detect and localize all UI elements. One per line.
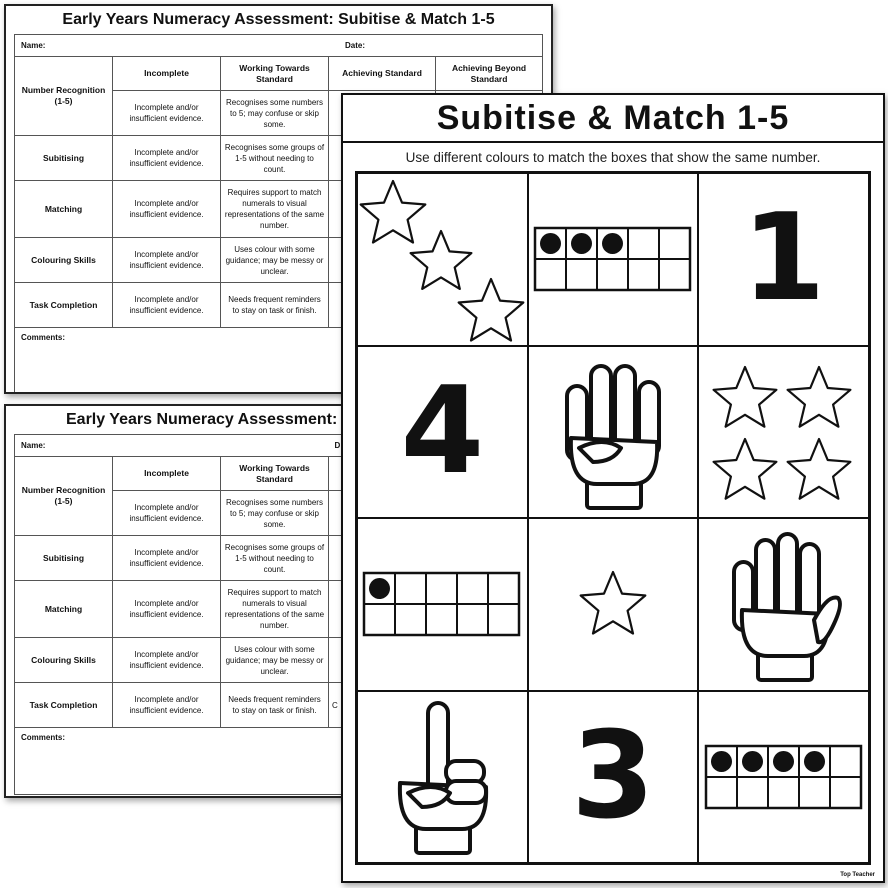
match-box-4[interactable] <box>357 346 528 519</box>
cell-working: Recognises some groups of 1-5 without needing to count. <box>221 136 329 181</box>
hand-icon <box>734 534 840 680</box>
criterion-task-completion: Task Completion <box>15 683 113 728</box>
cell-incomplete: Incomplete and/or insufficient evidence. <box>113 238 221 283</box>
criterion-matching: Matching <box>15 181 113 238</box>
star-icon <box>713 367 776 427</box>
brand-label: Top Teacher <box>840 872 875 878</box>
cell-incomplete: Incomplete and/or insufficient evidence. <box>113 283 221 328</box>
cell-working: Needs frequent reminders to stay on task or finish. <box>221 283 329 328</box>
hand-icon <box>400 703 486 853</box>
cell-working: Requires support to match numerals to visual representations of the same number. <box>221 181 329 238</box>
name-label: Name: <box>21 441 46 450</box>
star-icon <box>713 439 776 499</box>
numeral: 3 <box>571 706 655 846</box>
numeral: 4 <box>400 361 485 501</box>
date-label-cropped: D <box>334 441 341 450</box>
cell-working: Uses colour with some guidance; may be messy or unclear. <box>221 238 329 283</box>
criterion-task-completion: Task Completion <box>15 283 113 328</box>
cell-incomplete: Incomplete and/or insufficient evidence. <box>113 536 221 581</box>
ten-frame <box>704 743 864 811</box>
criterion-subitising: Subitising <box>15 136 113 181</box>
counter-dot <box>540 233 561 254</box>
name-label: Name: <box>21 41 46 50</box>
counter-dot <box>711 751 732 772</box>
star-icon <box>787 439 850 499</box>
stars-group <box>701 348 867 516</box>
worksheet-instruction: Use different colours to match the boxes that show the same number. <box>405 150 821 165</box>
match-box-10[interactable] <box>357 691 528 864</box>
hand-icon <box>567 366 659 508</box>
numeral: 1 <box>741 189 826 329</box>
cell-working: Requires support to match numerals to visual representations of the same number. <box>221 581 329 638</box>
criterion-number-recognition: Number Recognition (1-5) <box>15 457 113 536</box>
match-box-12[interactable] <box>698 691 869 864</box>
counter-dot <box>742 751 763 772</box>
criterion-colouring: Colouring Skills <box>15 238 113 283</box>
hand-fingers <box>553 352 673 512</box>
cell-working: Uses colour with some guidance; may be messy or unclear. <box>221 638 329 683</box>
stars-group <box>359 175 525 343</box>
header-working-towards: Working Towards Standard <box>221 57 329 91</box>
cell-incomplete: Incomplete and/or insufficient evidence. <box>113 491 221 536</box>
match-box-6[interactable] <box>698 346 869 519</box>
counter-dot <box>602 233 623 254</box>
cell-incomplete: Incomplete and/or insufficient evidence. <box>113 181 221 238</box>
cell-incomplete: Incomplete and/or insufficient evidence. <box>113 581 221 638</box>
rubric-title: Early Years Numeracy Assessment: Subitise & Match 1-5 <box>62 11 495 28</box>
cell-working: Needs frequent reminders to stay on task or finish. <box>221 683 329 728</box>
cell-working: Recognises some numbers to 5; may confuse or skip some. <box>221 491 329 536</box>
star-icon <box>581 572 646 634</box>
match-box-9[interactable] <box>698 518 869 691</box>
ten-frame <box>362 570 522 638</box>
star-icon <box>361 181 426 243</box>
hand-fingers <box>382 697 502 857</box>
cell-incomplete: Incomplete and/or insufficient evidence. <box>113 638 221 683</box>
match-box-11[interactable] <box>528 691 699 864</box>
cell-incomplete: Incomplete and/or insufficient evidence. <box>113 136 221 181</box>
counter-dot <box>804 751 825 772</box>
worksheet-title: Subitise & Match 1-5 <box>343 95 883 143</box>
counter-dot <box>571 233 592 254</box>
stars-group <box>530 520 696 688</box>
match-box-2[interactable] <box>528 173 699 346</box>
cell-working: Recognises some numbers to 5; may confuse or skip some. <box>221 91 329 136</box>
criterion-colouring: Colouring Skills <box>15 638 113 683</box>
date-label: Date: <box>345 41 366 50</box>
cell-incomplete: Incomplete and/or insufficient evidence. <box>113 91 221 136</box>
criterion-subitising: Subitising <box>15 536 113 581</box>
header-working-towards: Working Towards Standard <box>221 457 329 491</box>
comments-label: Comments: <box>15 328 543 395</box>
header-incomplete: Incomplete <box>113 57 221 91</box>
comments-label: Comments: <box>15 728 543 795</box>
worksheet-sheet <box>341 93 885 883</box>
header-incomplete: Incomplete <box>113 457 221 491</box>
star-icon <box>787 367 850 427</box>
cell-working: Recognises some groups of 1-5 without needing to count. <box>221 536 329 581</box>
match-box-1[interactable] <box>357 173 528 346</box>
match-box-7[interactable] <box>357 518 528 691</box>
hand-fingers <box>724 524 844 684</box>
cell-achieving-cropped: C <box>329 683 436 728</box>
header-achieving: Achieving Standard <box>329 57 436 91</box>
match-box-8[interactable] <box>528 518 699 691</box>
criterion-number-recognition: Number Recognition (1-5) <box>15 57 113 136</box>
counter-dot <box>773 751 794 772</box>
star-icon <box>459 279 524 341</box>
header-achieving-beyond: Achieving Beyond Standard <box>436 57 543 91</box>
ten-frame <box>533 225 693 293</box>
cell-incomplete: Incomplete and/or insufficient evidence. <box>113 683 221 728</box>
counter-dot <box>369 578 390 599</box>
star-icon <box>411 231 472 289</box>
match-box-5[interactable] <box>528 346 699 519</box>
rubric-title-cropped: Early Years Numeracy Assessment: <box>66 411 338 428</box>
matching-grid <box>355 171 871 865</box>
criterion-matching: Matching <box>15 581 113 638</box>
match-box-3[interactable] <box>698 173 869 346</box>
